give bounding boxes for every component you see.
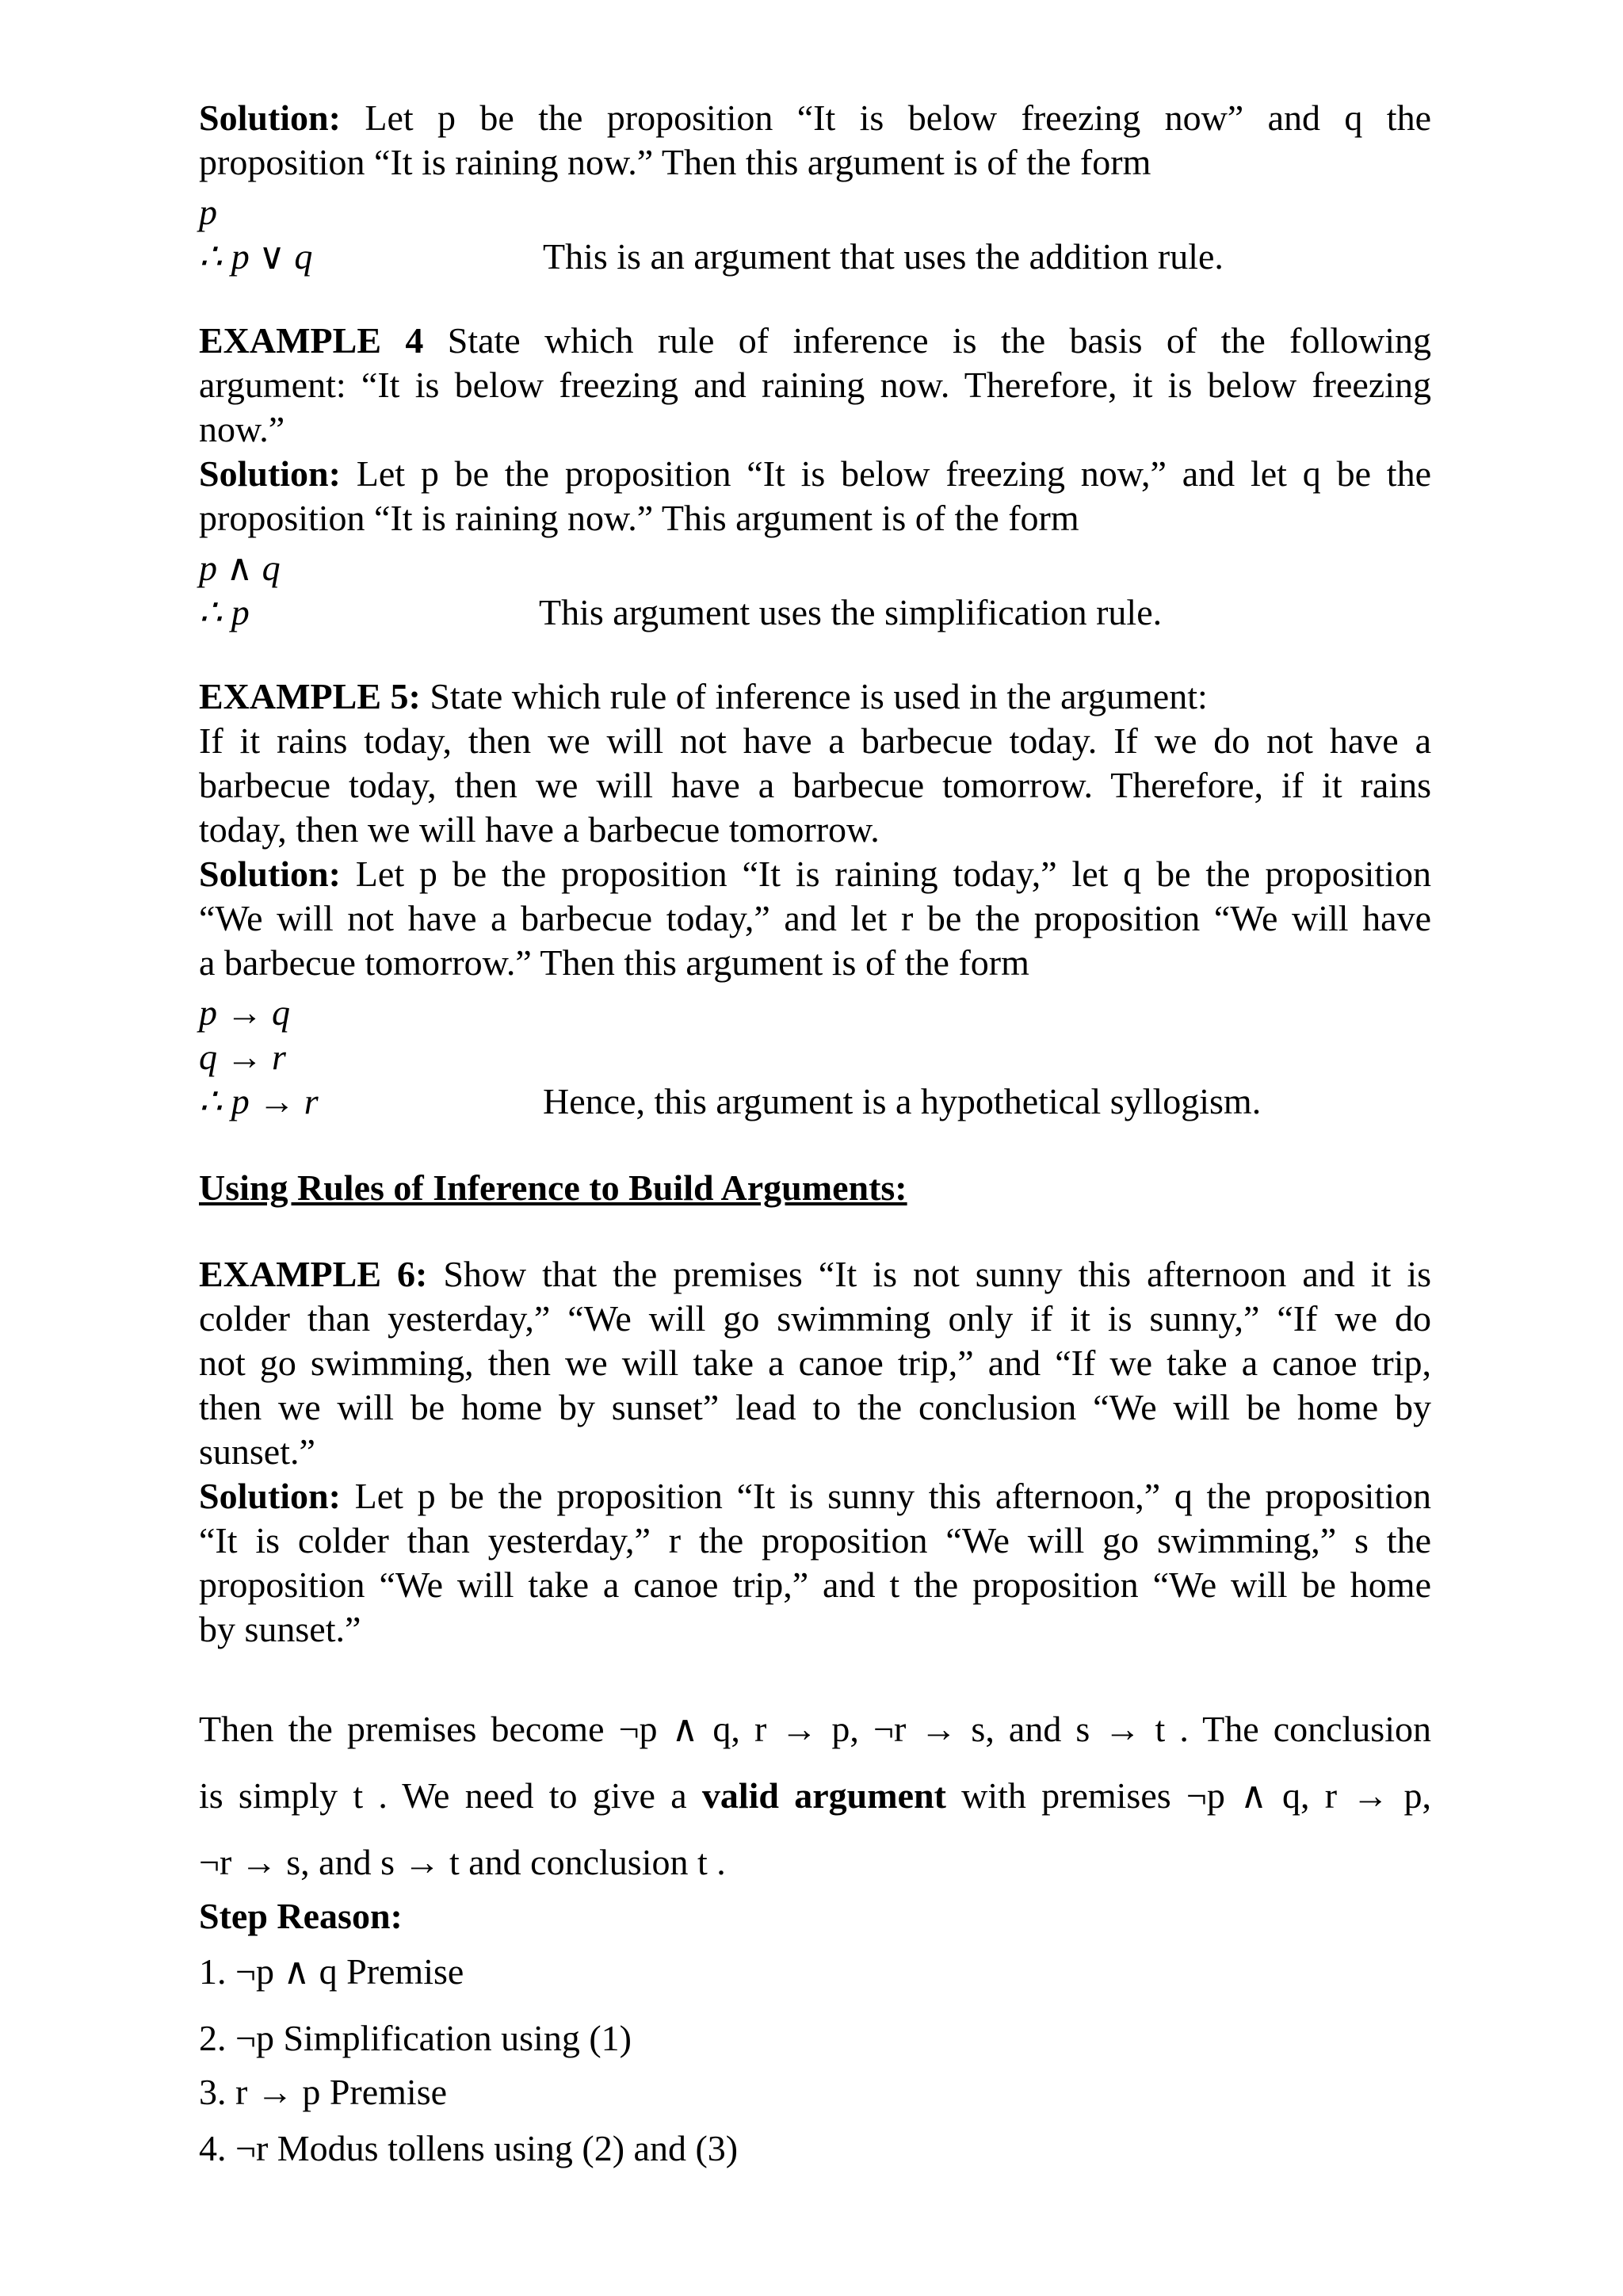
ex5-form-premise1: p → q (199, 992, 290, 1033)
ex4-form-premise: p ∧ q (199, 548, 281, 588)
solution-label: Solution: (199, 1476, 341, 1516)
ex4-line1: EXAMPLE 4 State which rule of inference is the basis of the following (199, 320, 1432, 361)
example-6-title: EXAMPLE 6: (199, 1254, 428, 1294)
ex5-solution-line1: Solution: Let p be the proposition “It is raining today,” let q be the proposition (199, 854, 1431, 894)
ex6-line1: EXAMPLE 6: Show that the premises “It is not sunny this afternoon and it is (199, 1254, 1432, 1294)
ex6-line3: not go swimming, then we will take a canoe trip,” and “If we take a canoe trip, (199, 1343, 1431, 1383)
ex5-argument-line3: today, then we will have a barbecue tomorrow. (199, 809, 880, 850)
ex3-solution-line2: proposition “It is raining now.” Then this argument is of the form (199, 142, 1151, 182)
ex3-rule-note: This is an argument that uses the addition rule. (543, 236, 1224, 277)
solution-label: Solution: (199, 854, 341, 894)
premises-line2: is simply t . We need to give a valid argument with premises ¬p ∧ q, r → p, (199, 1775, 1431, 1816)
example-4-title: EXAMPLE 4 (199, 320, 424, 361)
ex5-argument-line2: barbecue today, then we will have a barbecue tomorrow. Therefore, if it rains (199, 765, 1431, 805)
valid-argument-emphasis: valid argument (701, 1775, 946, 1816)
premises-line3: ¬r → s, and s → t and conclusion t . (199, 1842, 726, 1882)
ex6-solution-line1: Solution: Let p be the proposition “It is sunny this afternoon,” q the proposition (199, 1476, 1431, 1516)
solution-label: Solution: (199, 453, 341, 494)
ex6-solution-line2: “It is colder than yesterday,” r the proposition “We will go swimming,” s the (199, 1520, 1431, 1561)
ex4-rule-note: This argument uses the simplification rule. (539, 592, 1163, 632)
ex5-rule-note: Hence, this argument is a hypothetical syllogism. (543, 1081, 1262, 1121)
ex6-line4: then we will be home by sunset” lead to the conclusion “We will be home by (199, 1387, 1431, 1427)
ex5-solution-line2: “We will not have a barbecue today,” and let r be the proposition “We will have (199, 898, 1431, 938)
ex4-form-conclusion: ∴ p (199, 592, 250, 632)
ex5-form-conclusion: ∴ p → r (199, 1081, 319, 1121)
step-item: 3. r → p Premise (199, 2072, 448, 2112)
ex3-form-premise: p (199, 192, 217, 232)
step-item: 1. ¬p ∧ q Premise (199, 1951, 464, 1992)
ex3-form-conclusion: ∴ p ∨ q (199, 236, 313, 277)
ex4-solution-line1: Solution: Let p be the proposition “It is below freezing now,” and let q be the (199, 453, 1431, 494)
ex6-solution-line3: proposition “We will take a canoe trip,” and t the proposition “We will be home (199, 1564, 1431, 1605)
step-reason-header: Step Reason: (199, 1896, 403, 1936)
section-heading: Using Rules of Inference to Build Arguments: (199, 1167, 907, 1208)
ex4-solution-line2: proposition “It is raining now.” This argument is of the form (199, 498, 1079, 538)
ex4-line3: now.” (199, 409, 285, 449)
step-item: 2. ¬p Simplification using (1) (199, 2018, 632, 2058)
ex5-solution-line3: a barbecue tomorrow.” Then this argument is of the form (199, 942, 1029, 983)
ex4-line2: argument: “It is below freezing and raining now. Therefore, it is below freezing (199, 365, 1431, 405)
example-5-title: EXAMPLE 5: (199, 676, 421, 716)
ex5-title-line: EXAMPLE 5: State which rule of inference is used in the argument: (199, 676, 1208, 716)
ex6-line5: sunset.” (199, 1431, 315, 1472)
premises-line1: Then the premises become ¬p ∧ q, r → p, ¬r → s, and s → t . The conclusion (199, 1709, 1431, 1749)
ex5-argument-line1: If it rains today, then we will not have a barbecue today. If we do not have a (199, 720, 1431, 761)
ex6-solution-line4: by sunset.” (199, 1609, 361, 1649)
ex6-line2: colder than yesterday,” “We will go swimming only if it is sunny,” “If we do (199, 1298, 1431, 1339)
solution-label: Solution: (199, 97, 341, 138)
ex5-form-premise2: q → r (199, 1037, 286, 1077)
ex3-solution-line1: Solution: Let p be the proposition “It is below freezing now” and q the (199, 97, 1431, 138)
step-item: 4. ¬r Modus tollens using (2) and (3) (199, 2128, 739, 2168)
